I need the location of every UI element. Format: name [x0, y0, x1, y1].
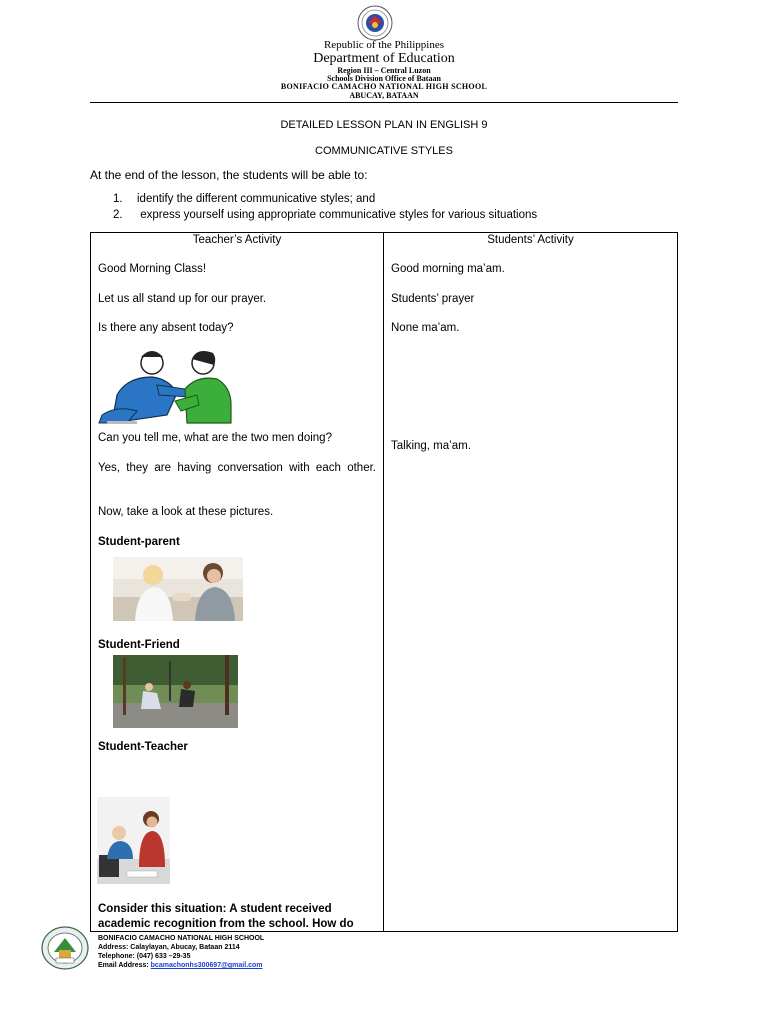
teacher-prayer: Let us all stand up for our prayer. [98, 293, 267, 305]
footer-address: Address: Calaylayan, Abucay, Bataan 2114 [98, 944, 240, 951]
student-friend-photo [113, 655, 238, 728]
teacher-look-pictures: Now, take a look at these pictures. [98, 506, 274, 518]
objective-number: 2. [113, 209, 123, 221]
label-student-teacher: Student-Teacher [98, 741, 188, 753]
region-line: Region III – Central Luzon [337, 66, 431, 75]
teacher-situation-prompt: Consider this situation: A student received academic recognition from the school. How do [98, 903, 354, 930]
teacher-greeting: Good Morning Class! [98, 263, 207, 275]
republic-line: Republic of the Philippines [323, 39, 445, 51]
label-student-friend: Student-Friend [98, 639, 180, 651]
school-town: ABUCAY, BATAAN [349, 91, 419, 100]
footer-telephone: Telephone: (047) 633 –29-35 [98, 953, 191, 960]
students-greeting: Good morning ma’am. [391, 263, 505, 275]
label-student-parent: Student-parent [98, 536, 180, 548]
school-name: BONIFACIO CAMACHO NATIONAL HIGH SCHOOL [280, 82, 488, 91]
footer-email-label: Email Address: [98, 962, 151, 969]
teacher-activity-header: Teacher’s Activity [192, 234, 282, 246]
teacher-two-men-question: Can you tell me, what are the two men doing? [98, 432, 332, 444]
table-column-divider [383, 232, 384, 932]
objective-number: 1. [113, 193, 123, 205]
objective-item [113, 209, 537, 221]
teacher-absent-question: Is there any absent today? [98, 322, 234, 334]
header-divider [90, 102, 678, 103]
department-name: Department of Education [313, 51, 455, 66]
student-parent-photo [113, 557, 243, 621]
two-men-talking-illustration [97, 345, 237, 427]
footer-email-link[interactable]: bcamachonhs300697@gmail.com [150, 962, 263, 969]
division-line: Schools Division Office of Bataan [327, 74, 441, 83]
lesson-plan-title: DETAILED LESSON PLAN IN ENGLISH 9 [280, 119, 488, 131]
students-prayer: Students’ prayer [391, 293, 475, 305]
deped-seal-logo [355, 5, 395, 41]
lesson-topic: COMMUNICATIVE STYLES [315, 145, 453, 157]
objective-text: express yourself using appropriate communicative styles for various situations [137, 209, 538, 221]
students-talking-answer: Talking, ma’am. [391, 440, 471, 452]
school-seal-logo [41, 926, 89, 970]
footer-email-line [98, 961, 263, 970]
teacher-conversation-answer: Yes, they are having conversation with each other. [98, 462, 376, 474]
footer-school-name: BONIFACIO CAMACHO NATIONAL HIGH SCHOOL [98, 935, 265, 942]
objective-text: identify the different communicative styles; and [137, 193, 376, 205]
student-teacher-photo [97, 797, 170, 884]
objectives-intro: At the end of the lesson, the students will be able to: [90, 168, 368, 182]
objective-item [113, 193, 375, 205]
students-absent-answer: None ma’am. [391, 322, 460, 334]
students-activity-header: Students’ Activity [487, 234, 574, 246]
